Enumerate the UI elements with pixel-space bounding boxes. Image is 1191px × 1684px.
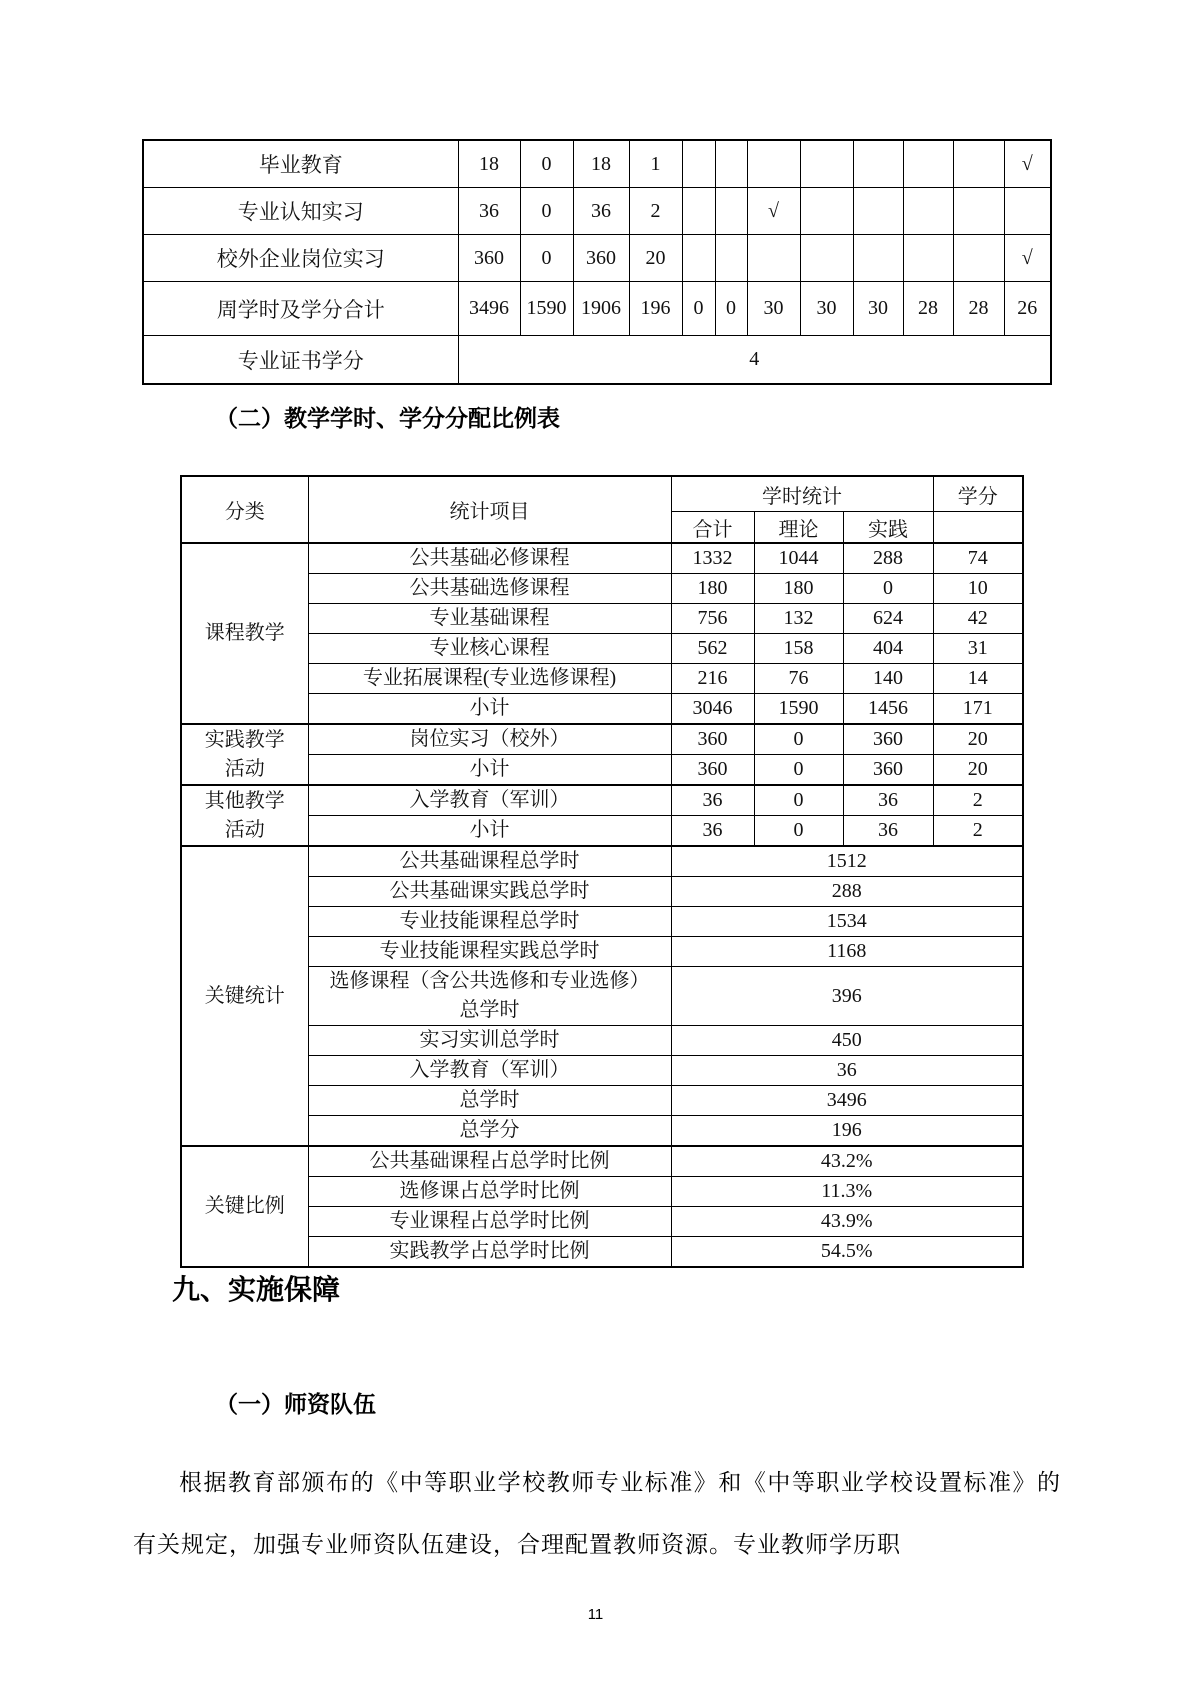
table-row: [143, 282, 1051, 336]
header-theory: 理论: [754, 512, 843, 544]
data-cell: [953, 140, 1004, 188]
value-cell: 1590: [754, 694, 843, 725]
category-cell: 实践教学 活动: [181, 724, 308, 785]
value-cell: 756: [671, 604, 754, 634]
data-cell: [800, 188, 853, 235]
header-credits: 学分: [933, 476, 1023, 512]
table-row: [181, 1056, 1023, 1086]
data-cell: [682, 235, 715, 282]
merged-value-cell: 196: [671, 1116, 1023, 1147]
data-cell: 18: [573, 140, 629, 188]
header-practice: 实践: [843, 512, 933, 544]
data-cell: [682, 188, 715, 235]
data-cell: 20: [629, 235, 682, 282]
value-cell: 36: [671, 785, 754, 816]
value-cell: 562: [671, 634, 754, 664]
table-row: [143, 336, 1051, 385]
data-cell: 28: [903, 282, 953, 336]
subsection-heading-teachers: （一）师资队伍: [215, 1391, 376, 1417]
table-row: [181, 1116, 1023, 1147]
table-row: [143, 140, 1051, 188]
data-cell: [747, 140, 800, 188]
data-cell: 30: [747, 282, 800, 336]
item-cell: 专业技能课程实践总学时: [308, 937, 671, 967]
item-cell: 小计: [308, 694, 671, 725]
value-cell: 36: [843, 816, 933, 847]
merged-value-cell: 1168: [671, 937, 1023, 967]
table-row: [181, 907, 1023, 937]
data-cell: 36: [458, 188, 520, 235]
check-cell: √: [747, 188, 800, 235]
data-cell: 196: [629, 282, 682, 336]
merged-value-cell: 1512: [671, 846, 1023, 877]
table-row: [181, 846, 1023, 877]
data-cell: 0: [520, 188, 573, 235]
data-cell: 360: [573, 235, 629, 282]
ratio-table-body: [181, 543, 1023, 1267]
value-cell: 180: [671, 574, 754, 604]
table-row: [181, 1026, 1023, 1056]
value-cell: 1332: [671, 543, 754, 574]
item-cell: 公共基础课程占总学时比例: [308, 1146, 671, 1177]
merged-value-cell: 4: [458, 336, 1051, 385]
table-row: [181, 634, 1023, 664]
data-cell: 36: [573, 188, 629, 235]
data-cell: 0: [715, 282, 747, 336]
item-cell: 入学教育（军训）: [308, 785, 671, 816]
table-row: [181, 724, 1023, 755]
data-cell: 30: [800, 282, 853, 336]
value-cell: 31: [933, 634, 1023, 664]
ratio-table-header: [181, 476, 1023, 543]
item-cell: 专业技能课程总学时: [308, 907, 671, 937]
value-cell: 14: [933, 664, 1023, 694]
item-cell: 公共基础选修课程: [308, 574, 671, 604]
table-row: [181, 877, 1023, 907]
data-cell: 2: [629, 188, 682, 235]
category-cell: 关键比例: [181, 1146, 308, 1267]
table-row: [143, 188, 1051, 235]
table-row: [181, 604, 1023, 634]
table-row: [181, 1177, 1023, 1207]
value-cell: 3046: [671, 694, 754, 725]
item-cell: 总学分: [308, 1116, 671, 1147]
merged-value-cell: 54.5%: [671, 1237, 1023, 1268]
value-cell: 76: [754, 664, 843, 694]
page-number: 11: [587, 1606, 604, 1623]
item-cell: 专业核心课程: [308, 634, 671, 664]
data-cell: 1: [629, 140, 682, 188]
category-cell: 关键统计: [181, 846, 308, 1146]
data-cell: [853, 140, 903, 188]
value-cell: 360: [843, 755, 933, 786]
value-cell: 140: [843, 664, 933, 694]
data-cell: [903, 188, 953, 235]
data-cell: 3496: [458, 282, 520, 336]
table-row: [143, 235, 1051, 282]
data-cell: [747, 235, 800, 282]
value-cell: 10: [933, 574, 1023, 604]
value-cell: 36: [843, 785, 933, 816]
data-cell: 18: [458, 140, 520, 188]
table-row: [181, 967, 1023, 1026]
data-cell: 30: [853, 282, 903, 336]
category-cell: 课程教学: [181, 543, 308, 724]
value-cell: 36: [671, 816, 754, 847]
data-cell: 26: [1004, 282, 1051, 336]
value-cell: 624: [843, 604, 933, 634]
table-row: [181, 694, 1023, 725]
value-cell: 20: [933, 724, 1023, 755]
value-cell: 1044: [754, 543, 843, 574]
data-cell: 0: [682, 282, 715, 336]
table-row: [181, 785, 1023, 816]
item-cell: 小计: [308, 816, 671, 847]
data-cell: [800, 140, 853, 188]
header-category: 分类: [181, 476, 308, 543]
value-cell: 360: [843, 724, 933, 755]
table-row: [181, 816, 1023, 847]
merged-value-cell: 11.3%: [671, 1177, 1023, 1207]
section-heading-implementation: 九、实施保障: [172, 1274, 341, 1305]
row-label-cell: 专业证书学分: [143, 336, 458, 385]
row-label-cell: 专业认知实习: [143, 188, 458, 235]
header-hours-group: 学时统计: [671, 476, 933, 512]
empty-header-cell: [933, 512, 1023, 544]
item-cell: 公共基础必修课程: [308, 543, 671, 574]
value-cell: 288: [843, 543, 933, 574]
value-cell: 404: [843, 634, 933, 664]
table-row: [181, 1086, 1023, 1116]
value-cell: 0: [754, 816, 843, 847]
data-cell: 0: [520, 140, 573, 188]
data-cell: 28: [953, 282, 1004, 336]
data-cell: [953, 235, 1004, 282]
row-label-cell: 校外企业岗位实习: [143, 235, 458, 282]
data-cell: [1004, 188, 1051, 235]
row-label-cell: 周学时及学分合计: [143, 282, 458, 336]
data-cell: [903, 140, 953, 188]
merged-value-cell: 1534: [671, 907, 1023, 937]
merged-value-cell: 450: [671, 1026, 1023, 1056]
item-cell: 公共基础课程总学时: [308, 846, 671, 877]
item-cell: 专业基础课程: [308, 604, 671, 634]
item-cell: 总学时: [308, 1086, 671, 1116]
table-row: [181, 755, 1023, 786]
item-cell: 岗位实习（校外）: [308, 724, 671, 755]
weekly-hours-summary-table: [142, 139, 1052, 385]
value-cell: 42: [933, 604, 1023, 634]
category-cell: 其他教学 活动: [181, 785, 308, 846]
data-cell: [903, 235, 953, 282]
value-cell: 74: [933, 543, 1023, 574]
body-paragraph: 根据教育部颁布的《中等职业学校教师专业标准》和《中等职业学校设置标准》的有关规定，加强专业师资队伍建设，合理配置教师资源。专业教师学历职: [133, 1470, 1061, 1557]
data-cell: 1590: [520, 282, 573, 336]
hours-credits-ratio-table: [180, 475, 1024, 1268]
merged-value-cell: 3496: [671, 1086, 1023, 1116]
value-cell: 2: [933, 816, 1023, 847]
data-cell: 1906: [573, 282, 629, 336]
item-cell: 入学教育（军训）: [308, 1056, 671, 1086]
item-cell: 实习实训总学时: [308, 1026, 671, 1056]
section-heading-ratio-table: （二）教学学时、学分分配比例表: [215, 405, 560, 431]
table-row: [181, 574, 1023, 604]
item-cell: 选修课程（含公共选修和专业选修） 总学时: [308, 967, 671, 1026]
item-cell: 专业课程占总学时比例: [308, 1207, 671, 1237]
data-cell: [715, 235, 747, 282]
data-cell: 360: [458, 235, 520, 282]
value-cell: 0: [754, 755, 843, 786]
row-label-cell: 毕业教育: [143, 140, 458, 188]
data-cell: [715, 188, 747, 235]
value-cell: 132: [754, 604, 843, 634]
value-cell: 171: [933, 694, 1023, 725]
value-cell: 180: [754, 574, 843, 604]
data-cell: [953, 188, 1004, 235]
value-cell: 0: [754, 785, 843, 816]
table-row: [181, 1207, 1023, 1237]
header-item: 统计项目: [308, 476, 671, 543]
value-cell: 1456: [843, 694, 933, 725]
item-cell: 小计: [308, 755, 671, 786]
value-cell: 0: [754, 724, 843, 755]
table-row: [181, 1237, 1023, 1268]
data-cell: [715, 140, 747, 188]
value-cell: 360: [671, 755, 754, 786]
value-cell: 360: [671, 724, 754, 755]
data-cell: [853, 235, 903, 282]
value-cell: 0: [843, 574, 933, 604]
header-total: 合计: [671, 512, 754, 544]
weekly-table-body: [143, 140, 1051, 384]
merged-value-cell: 43.2%: [671, 1146, 1023, 1177]
item-cell: 专业拓展课程(专业选修课程): [308, 664, 671, 694]
merged-value-cell: 43.9%: [671, 1207, 1023, 1237]
data-cell: 0: [520, 235, 573, 282]
value-cell: 20: [933, 755, 1023, 786]
table-row: [181, 937, 1023, 967]
data-cell: [800, 235, 853, 282]
value-cell: 2: [933, 785, 1023, 816]
item-cell: 公共基础课实践总学时: [308, 877, 671, 907]
check-cell: √: [1004, 140, 1051, 188]
data-cell: [682, 140, 715, 188]
value-cell: 216: [671, 664, 754, 694]
item-cell: 选修课占总学时比例: [308, 1177, 671, 1207]
item-cell: 实践教学占总学时比例: [308, 1237, 671, 1268]
table-row: [181, 1146, 1023, 1177]
merged-value-cell: 288: [671, 877, 1023, 907]
value-cell: 158: [754, 634, 843, 664]
merged-value-cell: 396: [671, 967, 1023, 1026]
check-cell: √: [1004, 235, 1051, 282]
data-cell: [853, 188, 903, 235]
table-row: [181, 543, 1023, 574]
merged-value-cell: 36: [671, 1056, 1023, 1086]
table-row: [181, 664, 1023, 694]
header-row-1: [181, 476, 1023, 512]
